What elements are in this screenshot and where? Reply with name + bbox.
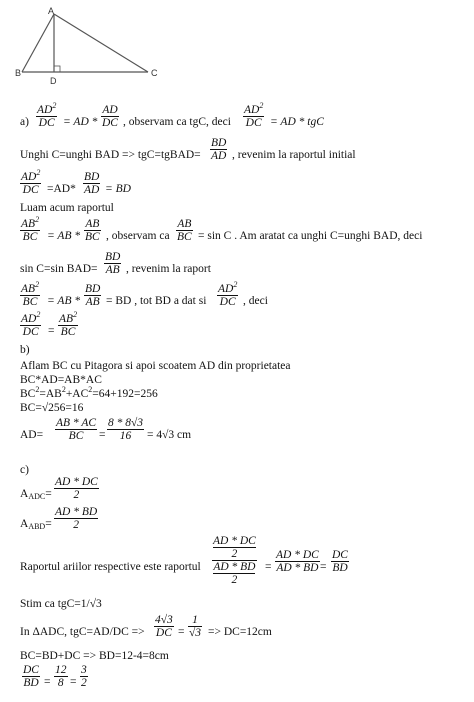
part-b-label: b)	[20, 344, 30, 356]
fraction: 8 * 8√3 16	[108, 417, 144, 442]
text: sin C=sin BAD=	[20, 263, 98, 275]
triangle-figure	[12, 6, 162, 88]
fraction: $AD^2$ DC	[37, 101, 57, 129]
fraction: DC BD	[23, 664, 39, 689]
fraction: DC BD	[332, 549, 348, 574]
fraction: AB * AC BC	[56, 417, 97, 442]
text: Unghi C=unghi BAD => tgC=tgBAD=	[20, 149, 201, 161]
text: = BD , tot BD a dat si	[106, 295, 207, 307]
text: In ΔADC, tgC=AD/DC =>	[20, 626, 145, 638]
text: Luam acum raportul	[20, 202, 114, 214]
text: Raportul ariilor respective este raportul	[20, 561, 201, 573]
fraction: AD * BD 2	[55, 506, 98, 531]
text: $BC^2=AB^2+AC^2=64+192=256$	[20, 385, 158, 400]
text: $A_{ABD}=$	[20, 518, 52, 531]
text: =	[320, 561, 327, 573]
fraction: BD AD	[84, 171, 100, 196]
vertex-label-d: D	[50, 76, 57, 86]
part-a-label: a)	[20, 116, 29, 128]
fraction: 12 8	[55, 664, 67, 689]
fraction: AB BC	[177, 218, 192, 243]
text: => DC=12cm	[208, 626, 272, 638]
text: = sin C . Am aratat ca unghi C=unghi BAD, deci	[198, 230, 423, 242]
text: = BD	[105, 183, 131, 195]
text: = AB *	[47, 230, 81, 242]
fraction: AD * DC AD * BD	[276, 549, 319, 574]
fraction: 1 √3	[189, 614, 202, 639]
text: =	[265, 561, 272, 573]
text: , observam ca	[106, 230, 170, 242]
fraction: AD DC	[102, 104, 118, 129]
fraction: AB BC	[85, 218, 100, 243]
text: =AD*	[47, 183, 76, 195]
text: $A_{ADC}=$	[20, 488, 52, 501]
text: , revenim la raport	[126, 263, 211, 275]
fraction: BD AD	[211, 137, 227, 162]
text: AD=	[20, 429, 44, 441]
fraction: 3 2	[81, 664, 87, 689]
text: = 4√3 cm	[147, 429, 192, 441]
text: , deci	[243, 295, 268, 307]
fraction: $AD^2$ DC	[218, 280, 238, 308]
text: =	[48, 325, 55, 337]
fraction: AD * DC 2 AD * BD 2	[213, 535, 256, 586]
text: =	[70, 676, 77, 688]
fraction: BD AB	[85, 283, 101, 308]
text: , observam ca tgC, deci	[123, 116, 231, 128]
text: , revenim la raportul initial	[232, 149, 356, 161]
text: Aflam BC cu Pitagora si apoi scoatem AD din proprietatea	[20, 360, 291, 372]
part-c-label: c)	[20, 464, 29, 476]
vertex-label-a: A	[48, 6, 55, 16]
text: = AD *	[63, 116, 98, 128]
fraction: $AB^2$ BC	[59, 310, 78, 338]
text: =	[178, 626, 185, 638]
text: BC=√256=16	[20, 402, 84, 414]
text: Stim ca tgC=1/√3	[20, 598, 102, 610]
vertex-label-b: B	[15, 68, 22, 78]
fraction: BD AB	[105, 251, 121, 276]
text: = AD * tgC	[270, 116, 324, 128]
text: BC=BD+DC => BD=12-4=8cm	[20, 650, 169, 662]
text: =	[99, 429, 106, 441]
fraction: 4√3 DC	[155, 614, 173, 639]
fraction: $AB^2$ BC	[21, 215, 40, 243]
fraction: $AD^2$ DC	[21, 168, 41, 196]
text: =	[44, 676, 51, 688]
fraction: $AD^2$ DC	[21, 310, 41, 338]
fraction: AD * DC 2	[55, 476, 98, 501]
fraction: $AD^2$ DC	[244, 101, 264, 129]
vertex-label-c: C	[151, 68, 158, 78]
text: = AB *	[47, 295, 81, 307]
fraction: $AB^2$ BC	[21, 280, 40, 308]
text: BC*AD=AB*AC	[20, 374, 102, 386]
